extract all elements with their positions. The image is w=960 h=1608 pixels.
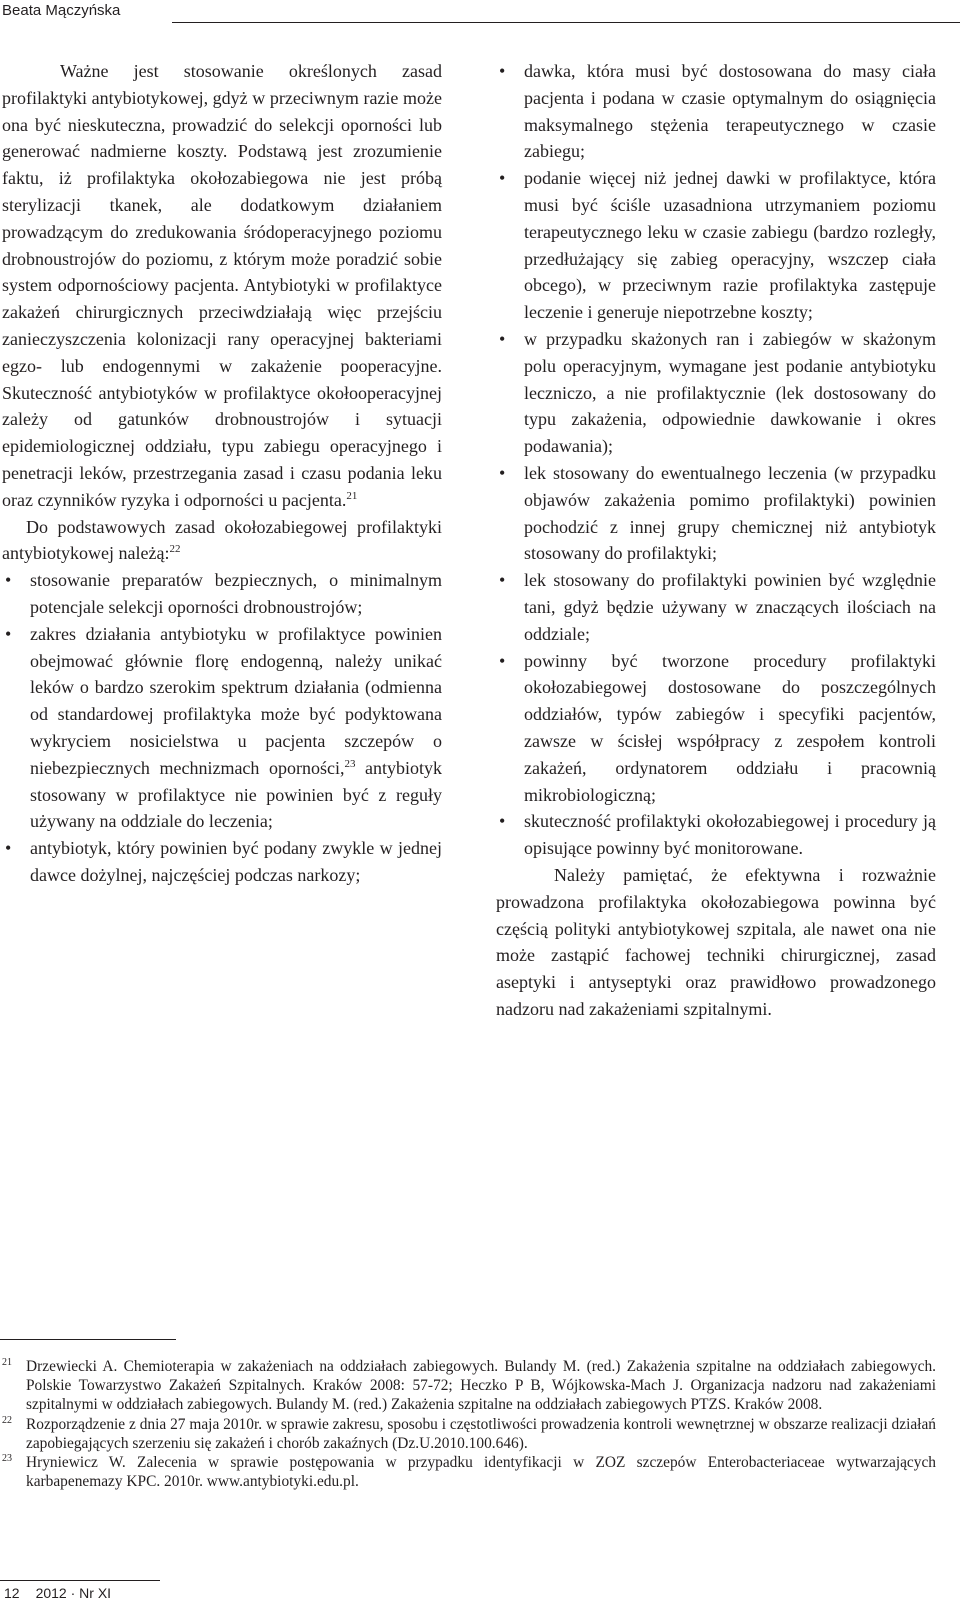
footnote-number: 21 [2,1357,12,1368]
footnote-text: Drzewiecki A. Chemioterapia w zakażeniach na oddziałach zabiegowych. Bulandy M. (red.) Zakażenia szpitalne na oddziałach zabiegowych. Polskie Towarzystwo Zakażeń Szpitalnych. Kraków 2008: 57-72; Heczko P B, Wójkowska-Mach J. Organizacja nadzoru nad zakażeniami szpitalnymi w oddziałach zabiegowych. Bulandy M. (red.) Zakażenia szpitalne na oddziałach zabiegowych PTZS. Kraków 2008. [26,1358,936,1414]
footnote-ref-22[interactable]: 22 [169,543,181,556]
footnote-23 [2,1453,936,1491]
left-column [2,58,442,889]
footnote-text: Rozporządzenie z dnia 27 maja 2010r. w sprawie zakresu, sposobu i częstotliwości prowadzenia kontroli wewnętrznej w obszarze realizacji działań zapobiegających szerzeniu się zakażeń i chorób zakaźnych (Dz.U.2010.100.646). [26,1415,936,1452]
footnote-22 [2,1415,936,1453]
page-footer [0,1580,160,1608]
closing-paragraph: Należy pamiętać, że efektywna i rozważnie prowadzona profilaktyka okołozabiegowa powinna być częścią polityki antybiotykowej szpitala, ale nawet ona nie może zastąpić fachowej techniki chirurgicznej, zasad aseptyki i antyseptyki oraz prawidłowo prowadzonego nadzoru nad zakażeniami szpitalnymi. [496,864,936,1019]
bullet-marker: • [499,462,506,483]
bullet-marker: • [499,650,506,671]
right-column [496,58,936,1023]
list-item-text: dawka, która musi być dostosowana do masy ciała pacjenta i podana w czasie optymalnym do osiągnięcia maksymalnego stężenia terapeutycznego w czasie zabiegu; [524,61,936,162]
bullet-marker: • [499,811,506,832]
bullet-marker: • [5,570,12,591]
footnotes [2,1357,936,1491]
page-number: 12 [4,1585,20,1601]
list-item-text: antybiotyk, który powinien być podany zwykle w jednej dawce dożylnej, najczęściej podczas narkozy; [30,838,442,885]
list-item [2,621,442,835]
principles-lead-text: Do podstawowych zasad okołozabiegowej profilaktyki antybiotykowej należą: [2,516,442,564]
issue-label: 2012 · Nr XI [35,1585,112,1601]
footnote-ref-21[interactable]: 21 [346,489,358,502]
footnote-number: 23 [2,1453,12,1465]
intro-paragraph [2,58,442,514]
bullet-marker: • [499,570,506,591]
bullet-marker: • [5,838,12,859]
list-item [496,326,936,460]
principles-list [2,567,442,889]
list-item-text-cont: antybiotyk stosowany w profilaktyce nie powinien być z reguły używany na oddziale do leczenia; [30,757,442,832]
footnote-rule [0,1339,176,1340]
list-item-text: stosowanie preparatów bezpiecznych, o minimalnym potencjale selekcji oporności drobnoustrojów; [30,570,442,617]
list-item-text: lek stosowany do profilaktyki powinien być względnie tani, gdyż będzie używany w znaczących ilościach na oddziale; [524,570,936,644]
bullet-marker: • [499,328,506,349]
list-item-text: powinny być tworzone procedury profilaktyki okołozabiegowej dostosowane do poszczególnych oddziałów, typów zabiegów i specyfiki pacjentów, zawsze w ścisłej współpracy z zespołem kontroli zakażeń, ordynatorem oddziału i pracownią mikrobiologiczną; [524,650,936,805]
list-item [496,165,936,326]
list-item [2,835,442,889]
footnote-text: Hryniewicz W. Zalecenia w sprawie postępowania w przypadku identyfikacji w ZOZ szczepów Enterobacteriaceae wytwarzających karbapenemazy KPC. 2010r. www.antybiotyki.edu.pl. [26,1454,936,1491]
bullet-marker: • [499,168,506,189]
footnote-number: 22 [2,1414,12,1426]
principles-list-continued [496,58,936,862]
list-item-text: skuteczność profilaktyki okołozabiegowej i procedury ją opisujące powinny być monitorowane. [524,811,936,859]
header-rule [172,22,960,23]
principles-lead [2,514,442,568]
list-item-text: podanie więcej niż jednej dawki w profilaktyce, która musi być ściśle uzasadniona utrzymaniem poziomu terapeutycznego leku w czasie zabiegu (bardzo rozległy, przedłużający się zabieg operacyjny, wszczep ciała obcego), w przeciwnym razie profilaktyka zastępuje leczenie i generuje niepotrzebne koszty; [524,168,936,323]
list-item [496,808,936,862]
list-item [496,567,936,647]
footnote-21 [2,1357,936,1415]
running-head-author: Beata Mączyńska [2,2,121,19]
footnote-ref-23[interactable]: 23 [344,757,356,770]
bullet-marker: • [5,623,12,644]
list-item [2,567,442,621]
bullet-marker: • [499,61,506,81]
list-item [496,648,936,809]
list-item-text: zakres działania antybiotyku w profilaktyce powinien obejmować głównie florę endogenną, należy unikać leków o bardzo szerokim spektrum działania (odmienna od standardowej profilaktyka może być podyktowana wykryciem nosicielstwa u pacjenta szczepów o niebezpiecznych mechnizmach oporności, [30,623,442,778]
list-item-text: lek stosowany do ewentualnego leczenia (w przypadku objawów zakażenia pomimo profilaktyki) powinien pochodzić z innej grupy chemicznej niż antybiotyk stosowany do profilaktyki; [524,462,936,564]
list-item [496,460,936,567]
list-item [496,58,936,165]
intro-paragraph-text: Ważne jest stosowanie określonych zasad profilaktyki antybiotykowej, gdyż w przeciwnym razie może ona być nieskuteczna, prowadzić do selekcji oporności lub generować nadmierne koszty. Podstawą jest zrozumienie faktu, iż profilaktyka okołozabiegowa nie jest próbą sterylizacji tkanek, ale dodatkowym działaniem prowadzącym do zredukowania śródoperacyjnego poziomu drobnoustrojów do poziomu, z którym może poradzić sobie system odpornościowy pacjenta. Antybiotyki w profilaktyce zakażeń chirurgicznych przeciwdziałają więc przejściu zanieczyszczenia kolonizacji rany operacyjnej bakteriami egzo- lub endogennymi w zakażenie pooperacyjne. Skuteczność antybiotyków w profilaktyce okołooperacyjnej zależy od gatunków drobnoustrojów i sytuacji epidemiologicznej oddziału, typu zabiegu operacyjnego i penetracji leków, przestrzegania zasad i czasu podania leku oraz czynników ryzyka i odporności u pacjenta. [2,61,442,510]
list-item-text: w przypadku skażonych ran i zabiegów w skażonym polu operacyjnym, wymagane jest podanie antybiotyku leczniczo, a nie profilaktycznie (lek dostosowany do typu zakażenia, odpowiednie dawkowanie i okres podawania); [524,328,936,457]
